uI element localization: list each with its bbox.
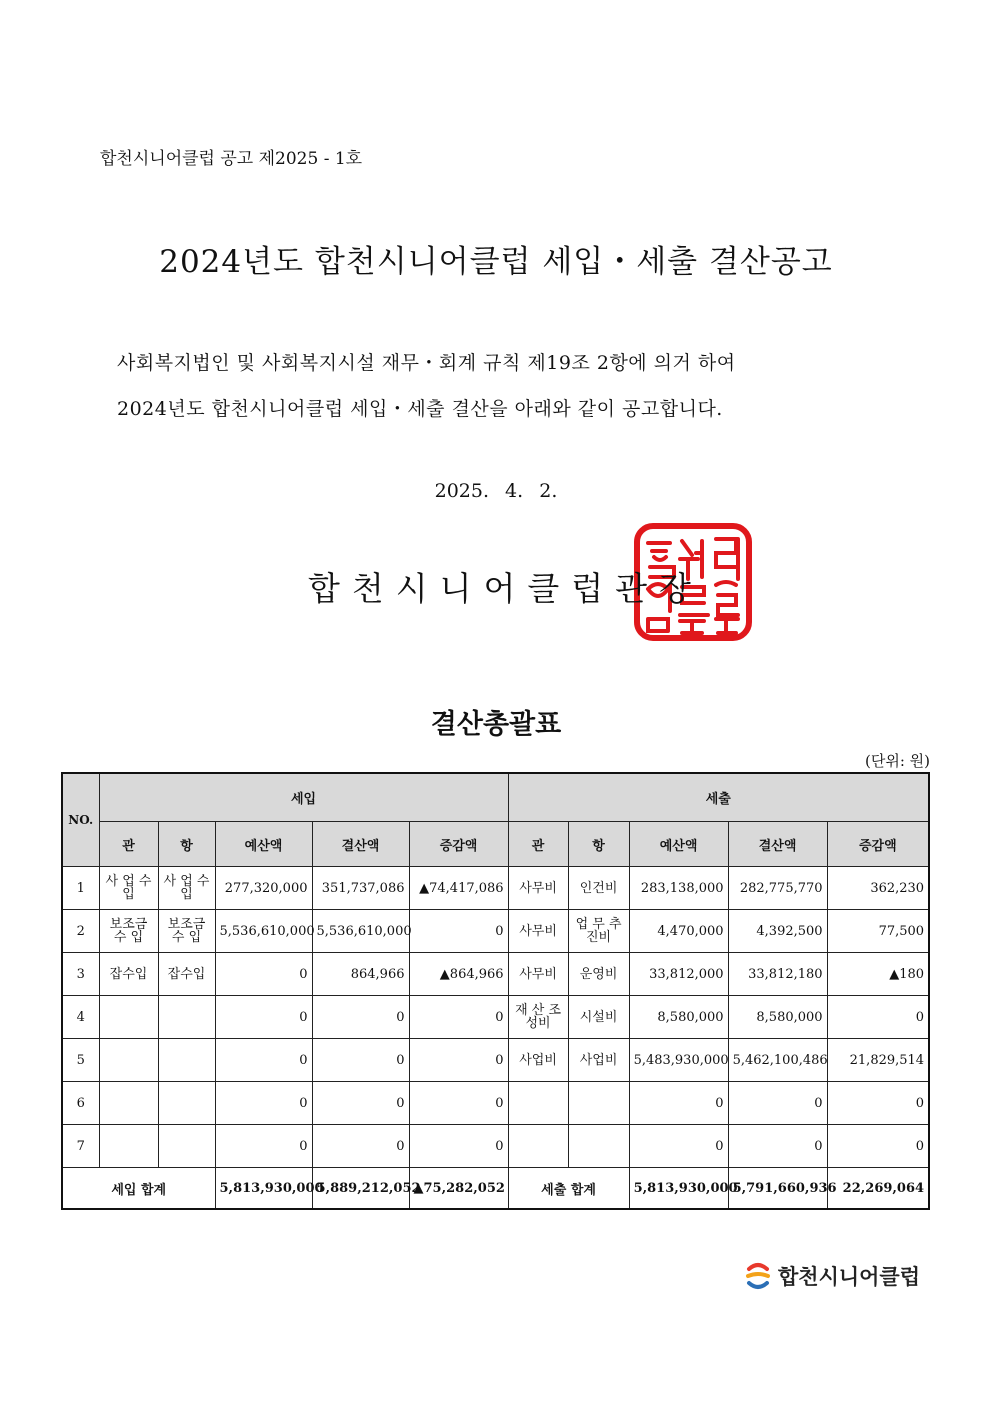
revenue-settlement: 5,536,610,000 — [312, 910, 409, 953]
expense-category: 사무비 — [508, 867, 568, 910]
revenue-settlement: 0 — [312, 1039, 409, 1082]
row-number: 2 — [62, 910, 99, 953]
expense-item: 운영비 — [568, 953, 629, 996]
col-header: 결산액 — [312, 822, 409, 867]
expense-budget: 4,470,000 — [629, 910, 728, 953]
revenue-budget: 277,320,000 — [215, 867, 312, 910]
expense-item: 사업비 — [568, 1039, 629, 1082]
table-row — [62, 1039, 929, 1082]
expense-difference: 0 — [827, 996, 929, 1039]
revenue-category — [99, 1082, 158, 1125]
club-logo — [743, 1261, 920, 1291]
expense-settlement: 8,580,000 — [728, 996, 827, 1039]
revenue-category: 보조금 수 입 — [99, 910, 158, 953]
expense-budget: 283,138,000 — [629, 867, 728, 910]
expense-budget: 0 — [629, 1082, 728, 1125]
revenue-budget: 5,536,610,000 — [215, 910, 312, 953]
no-header: NO. — [62, 773, 99, 867]
expense-difference: 0 — [827, 1125, 929, 1168]
revenue-category — [99, 1125, 158, 1168]
revenue-difference: 0 — [409, 1125, 508, 1168]
revenue-budget: 0 — [215, 1082, 312, 1125]
expense-settlement: 282,775,770 — [728, 867, 827, 910]
revenue-budget: 0 — [215, 1125, 312, 1168]
expense-item: 업 무 추진비 — [568, 910, 629, 953]
revenue-total-label: 세입 합계 — [62, 1168, 215, 1210]
revenue-category — [99, 1039, 158, 1082]
revenue-category — [99, 996, 158, 1039]
expense-settlement: 0 — [728, 1082, 827, 1125]
revenue-category: 잡수입 — [99, 953, 158, 996]
notice-number: 합천시니어클럽 공고 제2025 - 1호 — [100, 149, 363, 169]
expense-budget: 8,580,000 — [629, 996, 728, 1039]
revenue-item: 잡수입 — [158, 953, 215, 996]
revenue-settlement: 351,737,086 — [312, 867, 409, 910]
revenue-header: 세입 — [99, 773, 508, 822]
revenue-item — [158, 996, 215, 1039]
col-header: 예산액 — [629, 822, 728, 867]
revenue-total-budget: 5,813,930,000 — [215, 1168, 312, 1210]
revenue-difference: ▲864,966 — [409, 953, 508, 996]
expense-category: 사무비 — [508, 953, 568, 996]
expense-total-budget: 5,813,930,000 — [629, 1168, 728, 1210]
row-number: 7 — [62, 1125, 99, 1168]
revenue-item — [158, 1039, 215, 1082]
expense-total-settlement: 5,791,660,936 — [728, 1168, 827, 1210]
col-header: 결산액 — [728, 822, 827, 867]
body-text-line-2: 2024년도 합천시니어클럽 세입・세출 결산을 아래와 같이 공고합니다. — [117, 398, 723, 420]
table-row — [62, 910, 929, 953]
row-number: 6 — [62, 1082, 99, 1125]
expense-item — [568, 1082, 629, 1125]
expense-difference: 77,500 — [827, 910, 929, 953]
revenue-difference: 0 — [409, 910, 508, 953]
expense-settlement: 0 — [728, 1125, 827, 1168]
revenue-settlement: 0 — [312, 996, 409, 1039]
expense-difference: 362,230 — [827, 867, 929, 910]
expense-total-difference: 22,269,064 — [827, 1168, 929, 1210]
revenue-difference: 0 — [409, 1082, 508, 1125]
col-header: 항 — [568, 822, 629, 867]
settlement-summary-table — [61, 772, 930, 1210]
table-row — [62, 953, 929, 996]
row-number: 5 — [62, 1039, 99, 1082]
revenue-settlement: 0 — [312, 1125, 409, 1168]
expense-item: 시설비 — [568, 996, 629, 1039]
table-row — [62, 867, 929, 910]
row-number: 1 — [62, 867, 99, 910]
revenue-budget: 0 — [215, 953, 312, 996]
expense-category — [508, 1082, 568, 1125]
expense-category: 사업비 — [508, 1039, 568, 1082]
expense-settlement: 4,392,500 — [728, 910, 827, 953]
table-row — [62, 996, 929, 1039]
expense-settlement: 5,462,100,486 — [728, 1039, 827, 1082]
table-row — [62, 1125, 929, 1168]
row-number: 4 — [62, 996, 99, 1039]
revenue-budget: 0 — [215, 1039, 312, 1082]
revenue-item — [158, 1082, 215, 1125]
expense-category — [508, 1125, 568, 1168]
expense-category: 사무비 — [508, 910, 568, 953]
expense-header: 세출 — [508, 773, 929, 822]
signer-title: 합천시니어클럽관장 — [308, 569, 703, 608]
revenue-item: 사 업 수 입 — [158, 867, 215, 910]
row-number: 3 — [62, 953, 99, 996]
col-header: 증감액 — [409, 822, 508, 867]
expense-item — [568, 1125, 629, 1168]
expense-difference: ▲180 — [827, 953, 929, 996]
club-logo-text: 합천시니어클럽 — [778, 1265, 921, 1289]
revenue-settlement: 864,966 — [312, 953, 409, 996]
revenue-item: 보조금 수 입 — [158, 910, 215, 953]
notice-date: 2025. 4. 2. — [434, 480, 558, 502]
table-title: 결산총괄표 — [430, 709, 562, 740]
revenue-settlement: 0 — [312, 1082, 409, 1125]
revenue-difference: ▲74,417,086 — [409, 867, 508, 910]
col-header: 예산액 — [215, 822, 312, 867]
table-row — [62, 1082, 929, 1125]
revenue-budget: 0 — [215, 996, 312, 1039]
expense-difference: 0 — [827, 1082, 929, 1125]
expense-category: 재 산 조성비 — [508, 996, 568, 1039]
page-title: 2024년도 합천시니어클럽 세입・세출 결산공고 — [159, 244, 833, 280]
expense-item: 인건비 — [568, 867, 629, 910]
unit-label: (단위: 원) — [865, 752, 930, 770]
revenue-total-difference: ▲75,282,052 — [409, 1168, 508, 1210]
total-row — [62, 1168, 929, 1210]
col-header: 관 — [508, 822, 568, 867]
revenue-item — [158, 1125, 215, 1168]
club-logo-icon — [743, 1261, 773, 1291]
col-header: 증감액 — [827, 822, 929, 867]
expense-budget: 33,812,000 — [629, 953, 728, 996]
body-text-line-1: 사회복지법인 및 사회복지시설 재무・회계 규칙 제19조 2항에 의거 하여 — [117, 352, 736, 374]
expense-budget: 5,483,930,000 — [629, 1039, 728, 1082]
col-header: 항 — [158, 822, 215, 867]
revenue-category: 사 업 수 입 — [99, 867, 158, 910]
revenue-difference: 0 — [409, 1039, 508, 1082]
revenue-total-settlement: 5,889,212,052 — [312, 1168, 409, 1210]
expense-settlement: 33,812,180 — [728, 953, 827, 996]
expense-total-label: 세출 합계 — [508, 1168, 629, 1210]
expense-difference: 21,829,514 — [827, 1039, 929, 1082]
col-header: 관 — [99, 822, 158, 867]
expense-budget: 0 — [629, 1125, 728, 1168]
revenue-difference: 0 — [409, 996, 508, 1039]
